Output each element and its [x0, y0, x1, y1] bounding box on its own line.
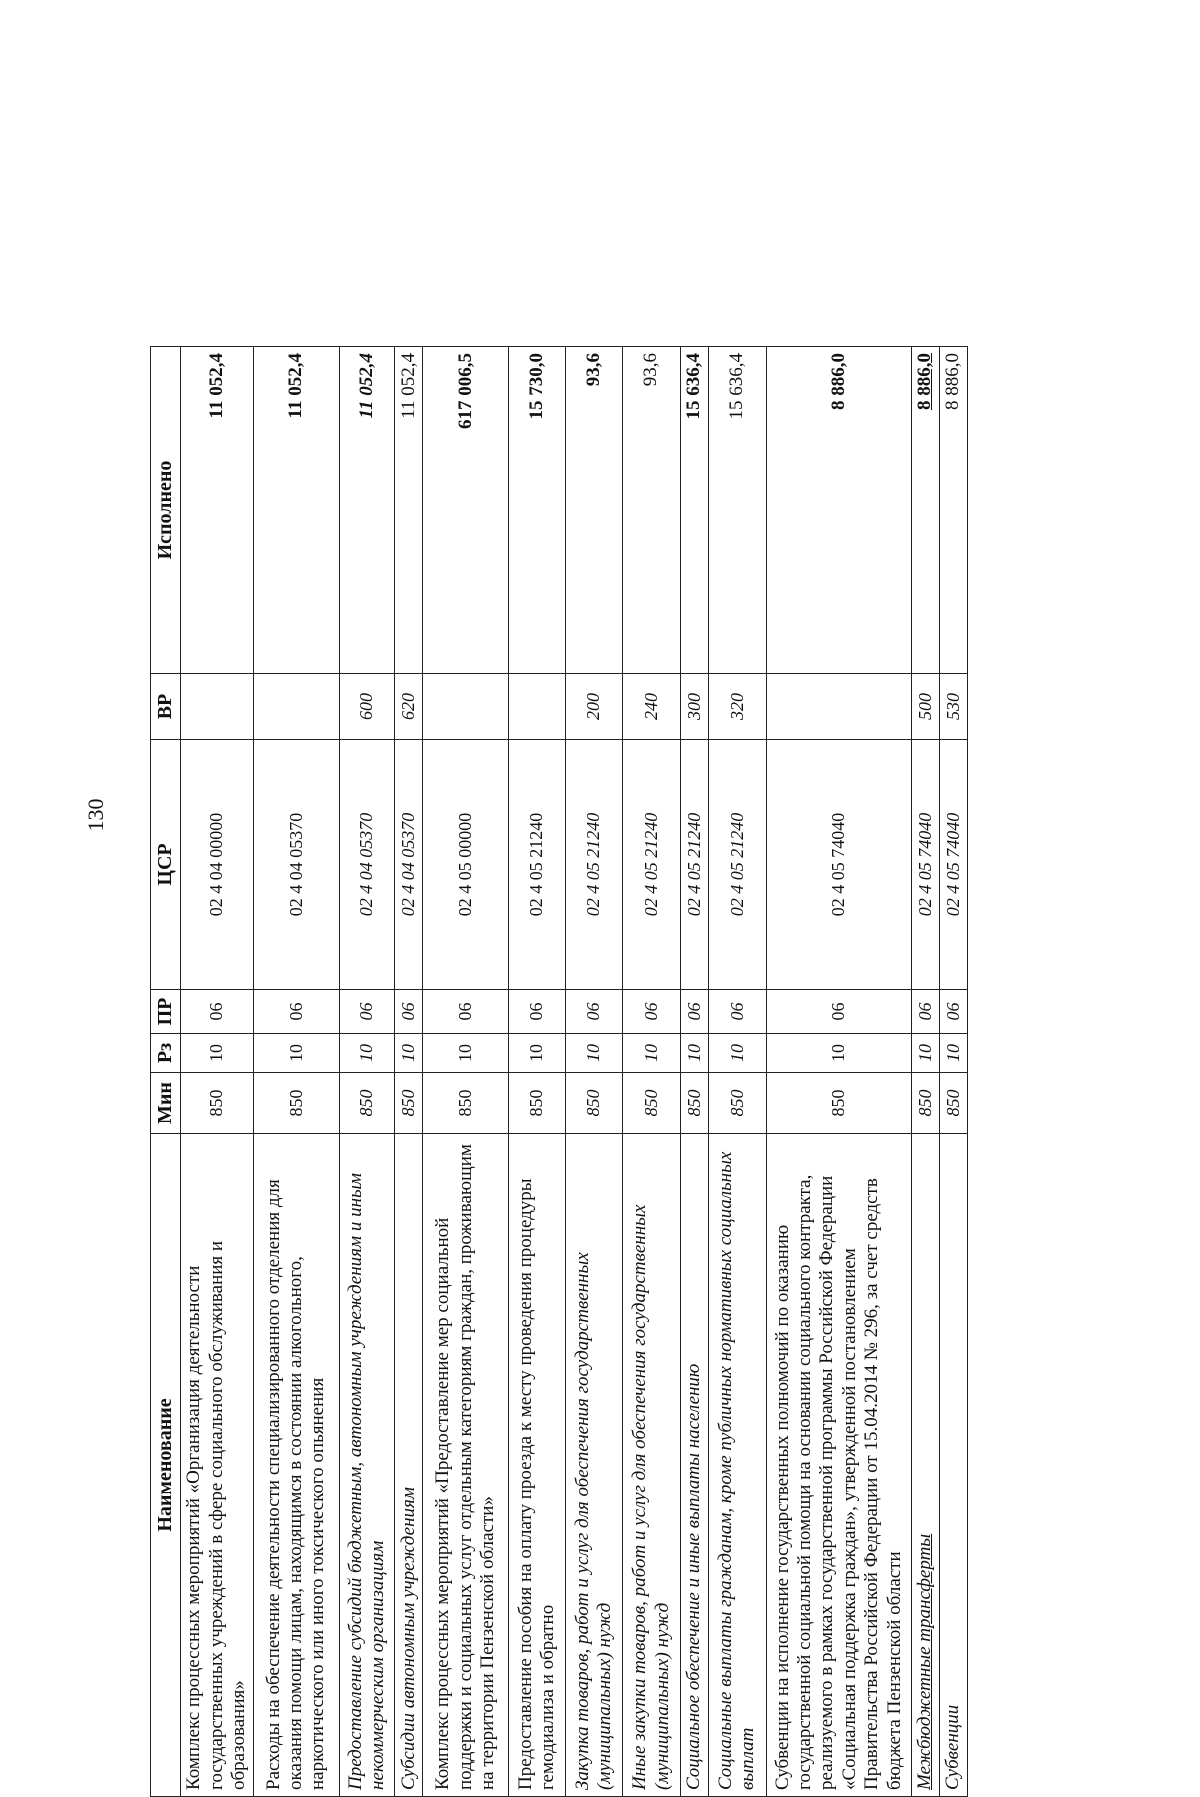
table-row	[339, 347, 395, 1797]
row-rz: 10	[940, 1034, 968, 1073]
header-min: Мин	[151, 1073, 181, 1134]
row-min: 850	[680, 1073, 708, 1134]
row-vr: 200	[565, 674, 623, 740]
row-min: 850	[565, 1073, 623, 1134]
row-pr: 06	[395, 990, 423, 1034]
row-name: Социальные выплаты гражданам, кроме публичных нормативных социальных выплат	[709, 1134, 767, 1797]
row-amount: 11 052,4	[253, 347, 339, 674]
row-vr	[766, 674, 911, 740]
row-vr: 620	[395, 674, 423, 740]
row-csr: 02 4 05 21240	[709, 740, 767, 990]
row-csr: 02 4 04 05370	[253, 740, 339, 990]
table-row	[911, 347, 939, 1797]
row-pr: 06	[911, 990, 939, 1034]
table-row	[509, 347, 566, 1797]
row-pr: 06	[509, 990, 566, 1034]
table-row	[395, 347, 423, 1797]
row-amount: 8 886,0	[911, 347, 939, 674]
table-row	[766, 347, 911, 1797]
row-min: 850	[766, 1073, 911, 1134]
row-name: Иные закупки товаров, работ и услуг для обеспечения государственных (муниципальных) нужд	[623, 1134, 681, 1797]
row-rz: 10	[911, 1034, 939, 1073]
row-name: Субвенции	[940, 1134, 968, 1797]
row-amount: 15 636,4	[680, 347, 708, 674]
row-pr: 06	[565, 990, 623, 1034]
row-name: Субвенции на исполнение государственных полномочий по оказанию государственной социальной помощи на основании социального контракта, реализуемого в рамках государственной программы Российской Федерации «Социальная поддержка граждан», утвержденной постановлением Правительства Российской Федерации от 15.04.2014 № 296, за счет средств бюджета Пензенской области	[766, 1134, 911, 1797]
row-name-text: Межбюджетные трансферты	[914, 1533, 936, 1790]
row-csr: 02 4 05 21240	[680, 740, 708, 990]
row-pr: 06	[423, 990, 509, 1034]
row-vr	[423, 674, 509, 740]
row-rz: 10	[423, 1034, 509, 1073]
row-pr: 06	[680, 990, 708, 1034]
row-min: 850	[911, 1073, 939, 1134]
row-name: Закупка товаров, работ и услуг для обеспечения государственных (муниципальных) нужд	[565, 1134, 623, 1797]
row-csr: 02 4 04 05370	[339, 740, 395, 990]
row-name	[911, 1134, 939, 1797]
row-vr: 300	[680, 674, 708, 740]
row-min: 850	[181, 1073, 254, 1134]
row-min: 850	[940, 1073, 968, 1134]
header-name: Наименование	[151, 1134, 181, 1797]
row-min: 850	[423, 1073, 509, 1134]
row-amount: 8 886,0	[940, 347, 968, 674]
row-min: 850	[395, 1073, 423, 1134]
row-vr: 600	[339, 674, 395, 740]
page-number: 130	[83, 798, 108, 832]
table-row	[423, 347, 509, 1797]
row-rz: 10	[766, 1034, 911, 1073]
header-rz: Рз	[151, 1034, 181, 1073]
row-amount: 11 052,4	[395, 347, 423, 674]
budget-table	[150, 346, 968, 1797]
row-amount: 8 886,0	[766, 347, 911, 674]
table-header-row	[151, 347, 181, 1797]
row-csr: 02 4 04 00000	[181, 740, 254, 990]
row-min: 850	[509, 1073, 566, 1134]
header-csr: ЦСР	[151, 740, 181, 990]
row-rz: 10	[395, 1034, 423, 1073]
row-csr: 02 4 05 21240	[623, 740, 681, 990]
row-pr: 06	[623, 990, 681, 1034]
row-pr: 06	[339, 990, 395, 1034]
row-pr: 06	[940, 990, 968, 1034]
row-name: Субсидии автономным учреждениям	[395, 1134, 423, 1797]
row-amount: 11 052,4	[339, 347, 395, 674]
row-vr: 320	[709, 674, 767, 740]
row-rz: 10	[680, 1034, 708, 1073]
row-vr: 240	[623, 674, 681, 740]
row-csr: 02 4 05 74040	[940, 740, 968, 990]
row-amount: 617 006,5	[423, 347, 509, 674]
row-min: 850	[339, 1073, 395, 1134]
row-rz: 10	[339, 1034, 395, 1073]
row-csr: 02 4 05 74040	[911, 740, 939, 990]
table-row	[565, 347, 623, 1797]
row-rz: 10	[709, 1034, 767, 1073]
row-name: Социальное обеспечение и иные выплаты населению	[680, 1134, 708, 1797]
row-csr: 02 4 05 74040	[766, 740, 911, 990]
row-amount: 15 636,4	[709, 347, 767, 674]
row-name: Предоставление пособия на оплату проезда к месту проведения процедуры гемодиализа и обратно	[509, 1134, 566, 1797]
row-amount: 93,6	[565, 347, 623, 674]
row-min: 850	[253, 1073, 339, 1134]
header-pr: ПР	[151, 990, 181, 1034]
row-vr: 500	[911, 674, 939, 740]
row-rz: 10	[253, 1034, 339, 1073]
row-pr: 06	[181, 990, 254, 1034]
row-amount: 11 052,4	[181, 347, 254, 674]
table-row	[680, 347, 708, 1797]
row-name: Комплекс процессных мероприятий «Организация деятельности государственных учреждений в сфере социального обслуживания и образования»	[181, 1134, 254, 1797]
row-rz: 10	[509, 1034, 566, 1073]
row-vr: 530	[940, 674, 968, 740]
row-name: Расходы на обеспечение деятельности специализированного отделения для оказания помощи лицам, находящимся в состоянии алкогольного, наркотического или иного токсического опьянения	[253, 1134, 339, 1797]
header-vr: ВР	[151, 674, 181, 740]
table-row	[940, 347, 968, 1797]
row-name: Комплекс процессных мероприятий «Предоставление мер социальной поддержки и социальных услуг отдельным категориям граждан, проживающим на территории Пензенской области»	[423, 1134, 509, 1797]
row-rz: 10	[181, 1034, 254, 1073]
row-pr: 06	[766, 990, 911, 1034]
budget-table-wrapper	[150, 347, 968, 1797]
row-vr	[253, 674, 339, 740]
row-amount: 93,6	[623, 347, 681, 674]
table-row	[623, 347, 681, 1797]
row-min: 850	[623, 1073, 681, 1134]
row-name: Предоставление субсидий бюджетным, автономным учреждениям и иным некоммерческим организациям	[339, 1134, 395, 1797]
header-amount: Исполнено	[151, 347, 181, 674]
row-pr: 06	[253, 990, 339, 1034]
row-vr	[181, 674, 254, 740]
row-vr	[509, 674, 566, 740]
table-row	[709, 347, 767, 1797]
row-rz: 10	[565, 1034, 623, 1073]
row-csr: 02 4 05 21240	[565, 740, 623, 990]
row-csr: 02 4 05 21240	[509, 740, 566, 990]
row-pr: 06	[709, 990, 767, 1034]
row-csr: 02 4 04 05370	[395, 740, 423, 990]
row-min: 850	[709, 1073, 767, 1134]
row-rz: 10	[623, 1034, 681, 1073]
row-amount: 15 730,0	[509, 347, 566, 674]
table-row	[181, 347, 254, 1797]
table-row	[253, 347, 339, 1797]
row-csr: 02 4 05 00000	[423, 740, 509, 990]
